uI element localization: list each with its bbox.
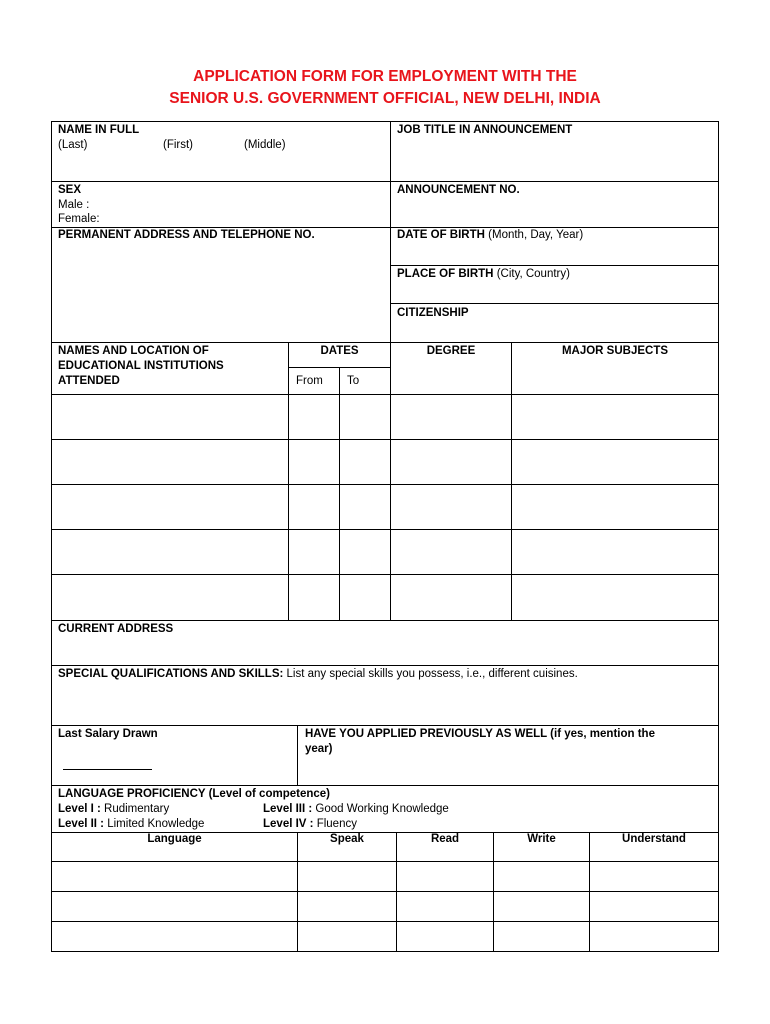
form-title-line-2: SENIOR U.S. GOVERNMENT OFFICIAL, NEW DELHI, INDIA — [169, 90, 601, 107]
place-of-birth-label-row — [397, 267, 570, 282]
place-of-birth-input[interactable] — [391, 283, 717, 302]
job-title-input[interactable] — [391, 139, 717, 180]
special-qualifications-input[interactable] — [52, 684, 718, 724]
citizenship-input[interactable] — [391, 322, 717, 341]
date-of-birth-label: DATE OF BIRTH — [397, 229, 485, 241]
sex-male-option[interactable]: Male : — [58, 199, 90, 211]
dates-from-header: From — [296, 375, 323, 387]
special-qualifications-label-row — [58, 667, 578, 682]
last-name-hint: (Last) — [58, 139, 88, 151]
language-proficiency-heading: LANGUAGE PROFICIENCY (Level of competence) — [58, 788, 330, 800]
language-row[interactable] — [52, 922, 718, 950]
write-column-header: Write — [527, 833, 556, 845]
education-row[interactable] — [52, 530, 718, 573]
date-of-birth-label-row — [397, 228, 583, 243]
dates-to-header: To — [347, 375, 360, 387]
degree-header: DEGREE — [426, 345, 476, 357]
current-address-label: CURRENT ADDRESS — [58, 623, 174, 635]
job-title-label: JOB TITLE IN ANNOUNCEMENT — [397, 124, 573, 136]
announcement-no-label: ANNOUNCEMENT NO. — [397, 184, 520, 196]
name-input[interactable] — [52, 154, 389, 180]
form-title-line-1: APPLICATION FORM FOR EMPLOYMENT WITH THE — [193, 68, 577, 85]
citizenship-label: CITIZENSHIP — [397, 307, 469, 319]
sex-label: SEX — [58, 184, 82, 196]
major-subjects-header: MAJOR SUBJECTS — [561, 345, 669, 357]
read-column-header: Read — [430, 833, 460, 845]
place-of-birth-hint: (City, Country) — [496, 268, 570, 280]
last-salary-label: Last Salary Drawn — [58, 728, 158, 740]
language-row[interactable] — [52, 892, 718, 920]
permanent-address-label: PERMANENT ADDRESS AND TELEPHONE NO. — [58, 229, 315, 241]
applied-previously-label-line-1: HAVE YOU APPLIED PREVIOUSLY AS WELL (if yes, mention the — [305, 728, 655, 740]
place-of-birth-label: PLACE OF BIRTH — [397, 268, 494, 280]
education-row[interactable] — [52, 440, 718, 483]
last-salary-input-line[interactable] — [63, 769, 152, 770]
level-legend-item: Level II : Limited Knowledge — [58, 818, 205, 830]
education-names-header-line-2: EDUCATIONAL INSTITUTIONS — [58, 360, 224, 372]
sex-female-option[interactable]: Female: — [58, 213, 100, 225]
level-legend-item: Level IV : Fluency — [263, 818, 357, 830]
level-legend-item: Level I : Rudimentary — [58, 803, 170, 815]
special-qualifications-hint: List any special skills you possess, i.e., different cuisines. — [286, 668, 578, 680]
speak-column-header: Speak — [330, 833, 364, 845]
announcement-no-input[interactable] — [391, 199, 717, 226]
language-row[interactable] — [52, 862, 718, 890]
education-names-header-line-3: ATTENDED — [58, 375, 120, 387]
date-of-birth-input[interactable] — [391, 244, 717, 264]
permanent-address-input[interactable] — [52, 245, 389, 341]
education-row[interactable] — [52, 395, 718, 438]
language-column-header: Language — [147, 833, 202, 845]
dates-header: DATES — [320, 345, 359, 357]
applied-previously-label-line-2: year) — [305, 743, 333, 755]
education-row[interactable] — [52, 575, 718, 619]
education-names-header-line-1: NAMES AND LOCATION OF — [58, 345, 209, 357]
education-row[interactable] — [52, 485, 718, 528]
first-name-hint: (First) — [163, 139, 194, 151]
middle-name-hint: (Middle) — [244, 139, 286, 151]
special-qualifications-label: SPECIAL QUALIFICATIONS AND SKILLS: — [58, 668, 284, 680]
level-legend-item: Level III : Good Working Knowledge — [263, 803, 449, 815]
name-in-full-label: NAME IN FULL — [58, 124, 140, 136]
understand-column-header: Understand — [622, 833, 686, 845]
date-of-birth-hint: (Month, Day, Year) — [488, 229, 584, 241]
current-address-input[interactable] — [52, 638, 718, 664]
